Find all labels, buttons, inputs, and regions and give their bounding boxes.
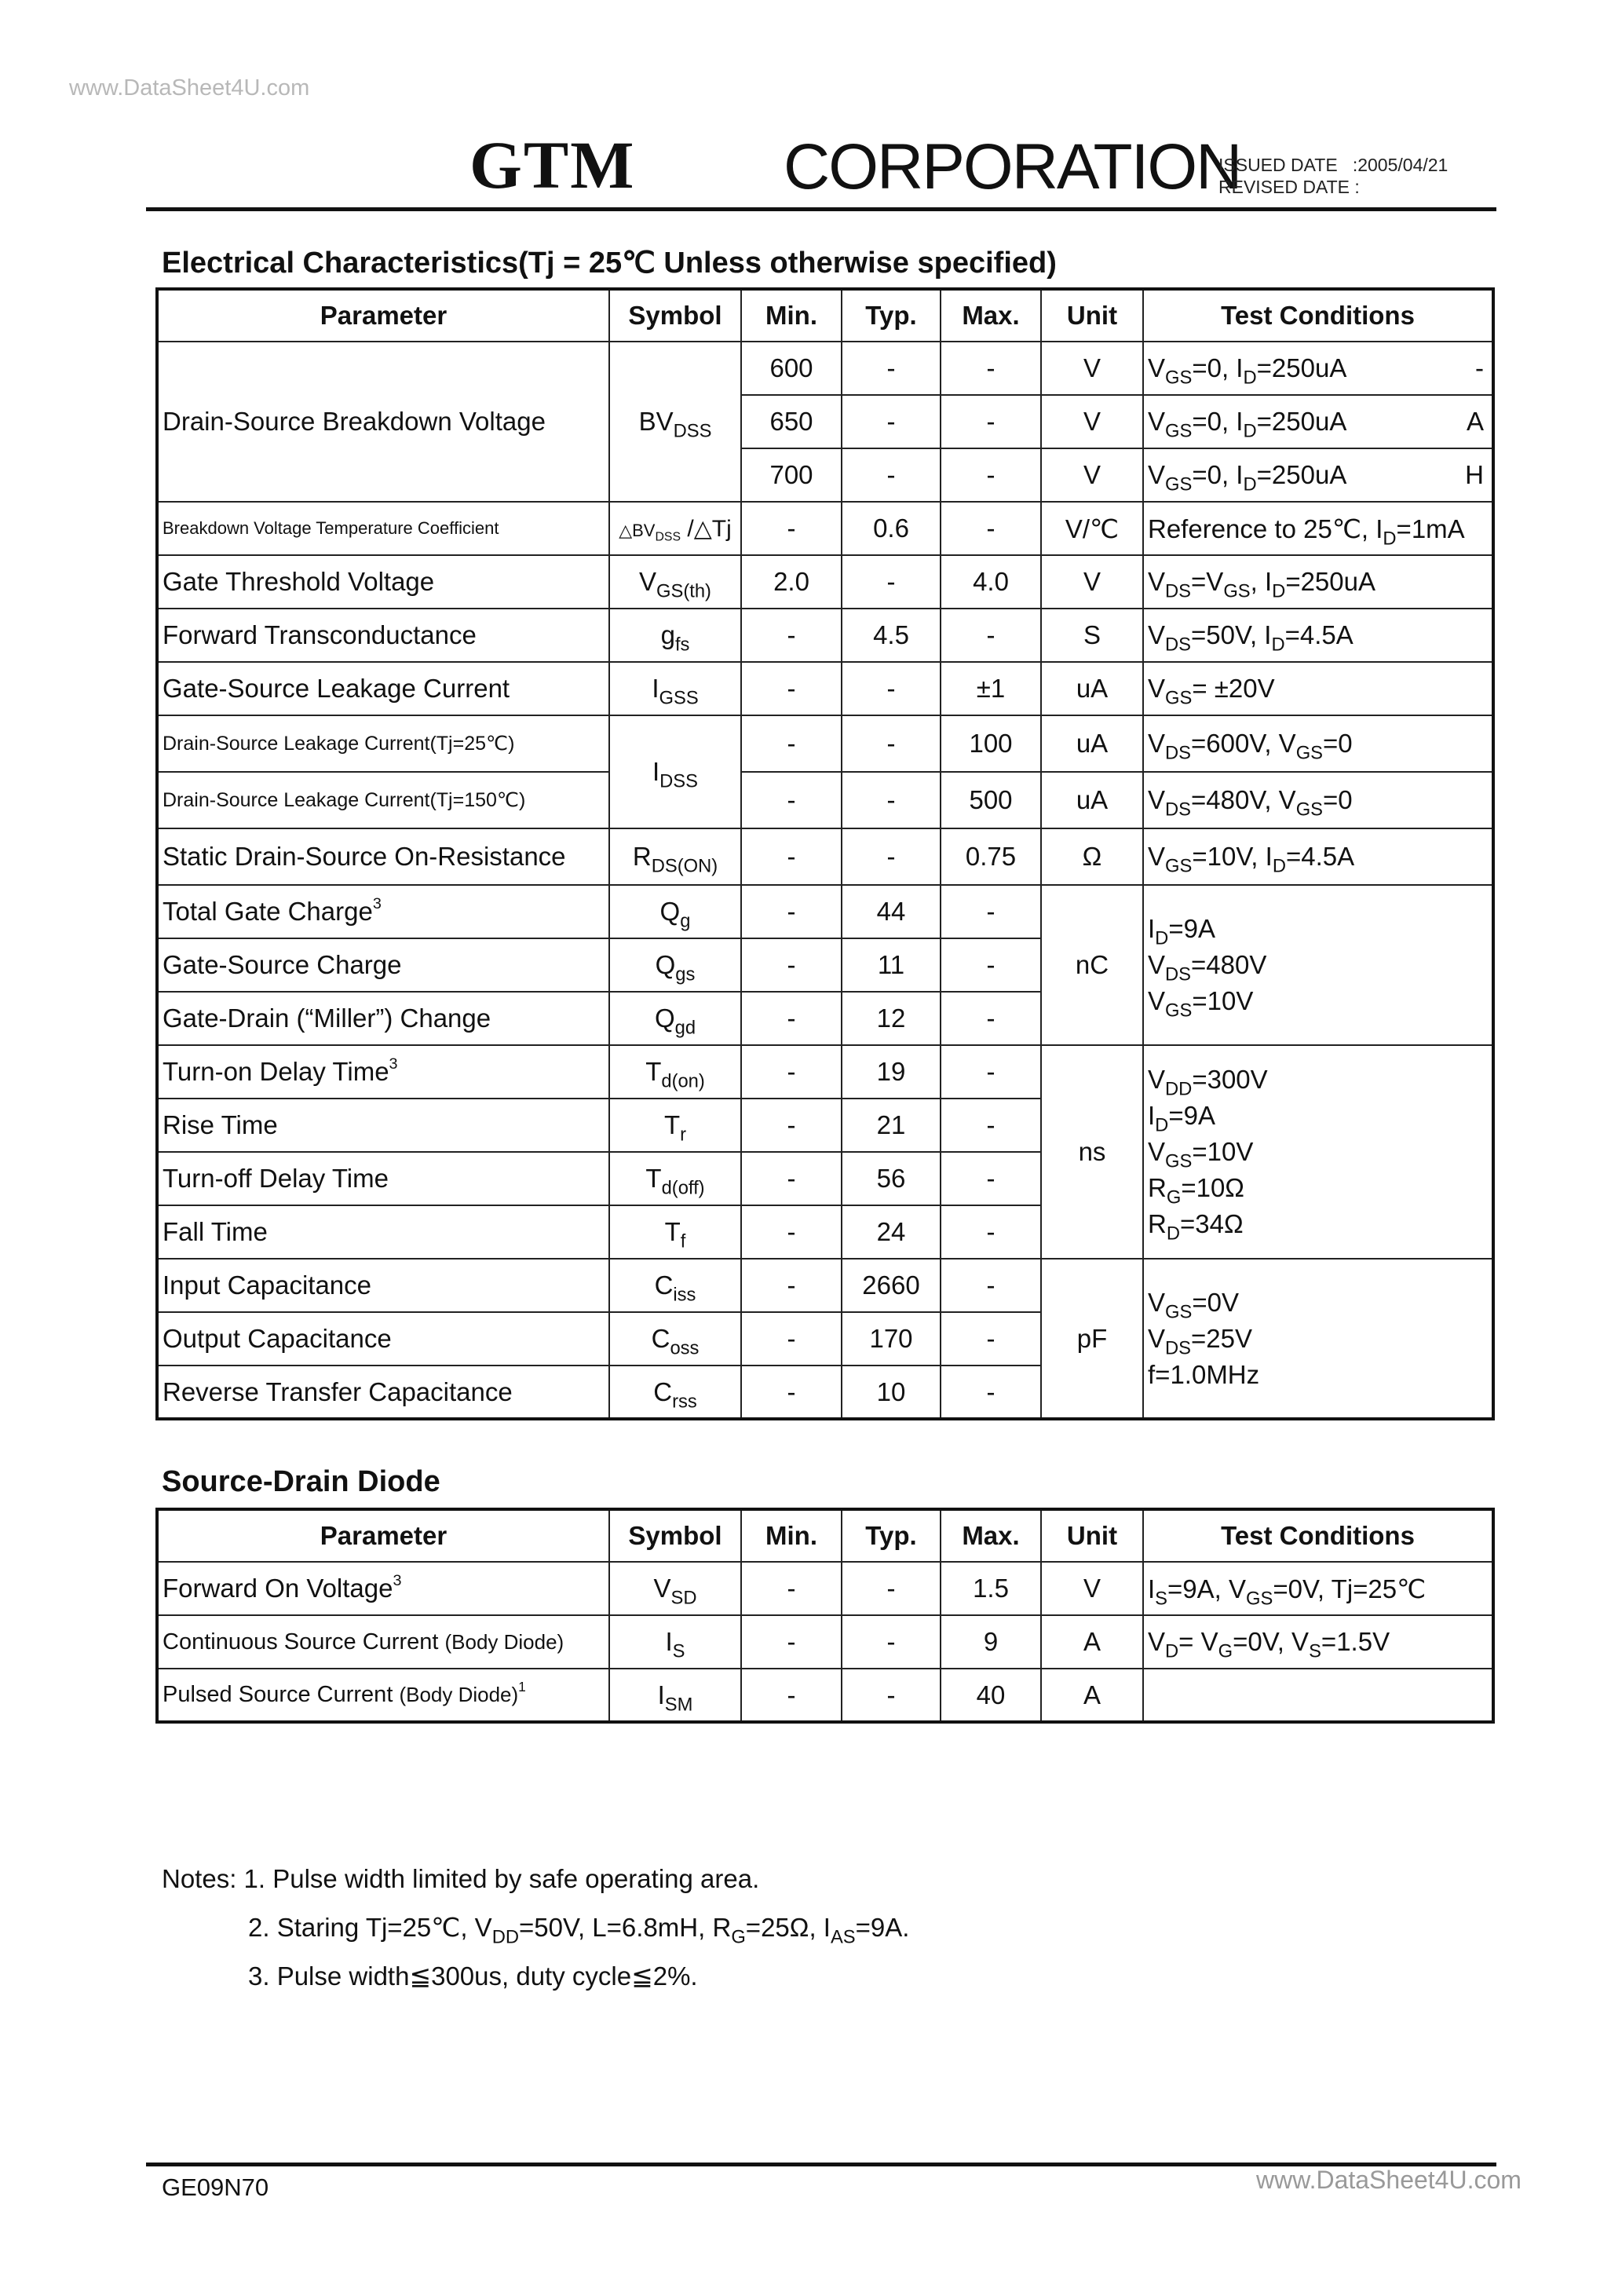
param-cell: Forward On Voltage$^3$ (157, 1562, 609, 1615)
table-row (157, 609, 1493, 662)
unit-cell: V (1041, 342, 1143, 395)
typ-cell: 21 (842, 1099, 941, 1152)
max-cell: - (941, 502, 1041, 555)
table-row (157, 1259, 1493, 1312)
symbol-cell: $C_{oss}$ (609, 1312, 741, 1366)
param-cell: Drain-Source Leakage Current(Tj=25℃) (157, 715, 609, 772)
symbol-cell: $V_{SD}$ (609, 1562, 741, 1615)
symbol-cell: $C_{rss}$ (609, 1366, 741, 1419)
note-2: 2. Staring Tj=25℃, $V_{DD}=50V$, L=6.8mH, $R_G=25\Omega$, $I_{AS}=9A$. (248, 1913, 910, 1948)
typ-cell: - (842, 715, 941, 772)
min-cell: - (741, 609, 842, 662)
header-unit: Unit (1041, 1509, 1143, 1562)
typ-cell: 0.6 (842, 502, 941, 555)
param-cell: Fall Time (157, 1205, 609, 1259)
unit-cell: uA (1041, 662, 1143, 715)
typ-cell: 19 (842, 1045, 941, 1099)
min-cell: - (741, 1205, 842, 1259)
test-condition-cell: $V_{DS}=50V$, $I_D=4.5A$ (1143, 609, 1493, 662)
test-condition-cell: $V_{DS}=V_{GS}$, $I_D=250uA$ (1143, 555, 1493, 609)
param-cell: Gate-Source Leakage Current (157, 662, 609, 715)
table-row (157, 502, 1493, 555)
unit-cell: V (1041, 1562, 1143, 1615)
table-row (157, 1562, 1493, 1615)
min-cell: - (741, 502, 842, 555)
min-cell: 600 (741, 342, 842, 395)
typ-cell: 10 (842, 1366, 941, 1419)
symbol-cell: $R_{DS(ON)}$ (609, 828, 741, 885)
electrical-table (155, 287, 1495, 1420)
header-symbol: Symbol (609, 289, 741, 342)
max-cell: - (941, 938, 1041, 992)
typ-cell: 24 (842, 1205, 941, 1259)
brand-logo: GTM (469, 127, 636, 203)
unit-cell: nC (1041, 885, 1143, 1045)
symbol-cell: $T_{d(off)}$ (609, 1152, 741, 1205)
param-cell: Reverse Transfer Capacitance (157, 1366, 609, 1419)
notes (162, 1855, 909, 2001)
table-row (157, 1045, 1493, 1099)
max-cell: - (941, 342, 1041, 395)
symbol-cell: $Q_{gd}$ (609, 992, 741, 1045)
min-cell: - (741, 715, 842, 772)
test-condition-cell: $V_{GS}=0$, $I_D=250uA$ A (1143, 395, 1493, 448)
test-condition-cell: $I_S=9A$, $V_{GS}=0V$, Tj=25℃ (1143, 1562, 1493, 1615)
typ-cell: - (842, 1669, 941, 1722)
test-condition-cell: $V_{GS}= \pm 20V$ (1143, 662, 1493, 715)
header-max: Max. (941, 1509, 1041, 1562)
test-condition-cell: $V_{DS}=600V$, $V_{GS}=0$ (1143, 715, 1493, 772)
typ-cell: 12 (842, 992, 941, 1045)
param-cell: Turn-on Delay Time$^3$ (157, 1045, 609, 1099)
symbol-cell: $V_{GS(th)}$ (609, 555, 741, 609)
symbol-cell: $BV_{DSS}$ (609, 342, 741, 502)
max-cell: - (941, 992, 1041, 1045)
table-row (157, 1669, 1493, 1722)
electrical-title: Electrical Characteristics(Tj = 25℃ Unless otherwise specified) (162, 247, 1057, 280)
table-row (157, 1615, 1493, 1669)
param-cell: Breakdown Voltage Temperature Coefficient (157, 502, 609, 555)
typ-cell: - (842, 395, 941, 448)
param-cell: Gate Threshold Voltage (157, 555, 609, 609)
table-header-row (157, 1509, 1493, 1562)
typ-cell: 4.5 (842, 609, 941, 662)
typ-cell: 44 (842, 885, 941, 938)
typ-cell: 170 (842, 1312, 941, 1366)
max-cell: - (941, 448, 1041, 502)
symbol-cell: $I_{DSS}$ (609, 715, 741, 828)
typ-cell: - (842, 772, 941, 828)
symbol-cell: $I_{GSS}$ (609, 662, 741, 715)
param-cell: Pulsed Source Current (Body Diode)$^1$ (157, 1669, 609, 1722)
header-divider (146, 207, 1496, 211)
unit-cell: uA (1041, 715, 1143, 772)
typ-cell: 56 (842, 1152, 941, 1205)
param-cell: Drain-Source Leakage Current(Tj=150℃) (157, 772, 609, 828)
max-cell: 9 (941, 1615, 1041, 1669)
max-cell: 40 (941, 1669, 1041, 1722)
table-row (157, 662, 1493, 715)
typ-cell: - (842, 342, 941, 395)
unit-cell: A (1041, 1615, 1143, 1669)
min-cell: 700 (741, 448, 842, 502)
symbol-cell: $Q_{gs}$ (609, 938, 741, 992)
unit-cell: A (1041, 1669, 1143, 1722)
note-3: 3. Pulse width≦300us, duty cycle≦2%. (248, 1961, 698, 1991)
typ-cell: - (842, 662, 941, 715)
max-cell: 100 (941, 715, 1041, 772)
test-condition-cell: $V_{DS}=480V$, $V_{GS}=0$ (1143, 772, 1493, 828)
table-row (157, 715, 1493, 772)
unit-cell: pF (1041, 1259, 1143, 1419)
max-cell: 4.0 (941, 555, 1041, 609)
test-condition-cell: $V_{GS}=0$, $I_D=250uA$ - (1143, 342, 1493, 395)
min-cell: - (741, 828, 842, 885)
symbol-cell: $C_{iss}$ (609, 1259, 741, 1312)
typ-cell: - (842, 448, 941, 502)
unit-cell: V (1041, 555, 1143, 609)
header-parameter: Parameter (157, 289, 609, 342)
param-cell: Forward Transconductance (157, 609, 609, 662)
table-header-row (157, 289, 1493, 342)
symbol-cell: $T_f$ (609, 1205, 741, 1259)
unit-cell: V (1041, 448, 1143, 502)
min-cell: - (741, 1562, 842, 1615)
table-row (157, 885, 1493, 938)
table-row (157, 342, 1493, 395)
min-cell: - (741, 1366, 842, 1419)
test-condition-cell: $I_D=9A$ $V_{DS}=480V$ $V_{GS}=10V$ (1143, 885, 1493, 1045)
unit-cell: S (1041, 609, 1143, 662)
test-condition-cell: $V_{GS}=0$, $I_D=250uA$ H (1143, 448, 1493, 502)
issued-label: ISSUED DATE (1218, 155, 1338, 175)
test-condition-cell: $V_{GS}=0V$ $V_{DS}=25V$ f=1.0MHz (1143, 1259, 1493, 1419)
corporation-title: CORPORATION (784, 131, 1241, 203)
issued-value: :2005/04/21 (1352, 155, 1448, 175)
min-cell: - (741, 1045, 842, 1099)
param-cell: Input Capacitance (157, 1259, 609, 1312)
unit-cell: uA (1041, 772, 1143, 828)
header-typ: Typ. (842, 289, 941, 342)
min-cell: - (741, 992, 842, 1045)
symbol-cell: $T_{d(on)}$ (609, 1045, 741, 1099)
test-condition-cell: Reference to 25℃, $I_D=1mA$ (1143, 502, 1493, 555)
note-1: Notes: 1. Pulse width limited by safe operating area. (162, 1864, 760, 1893)
header-test-conditions: Test Conditions (1143, 289, 1493, 342)
min-cell: - (741, 662, 842, 715)
variant-suffix: - (1475, 353, 1484, 382)
header-parameter: Parameter (157, 1509, 609, 1562)
min-cell: - (741, 1312, 842, 1366)
test-condition-cell: $V_{DD}=300V$ $I_D=9A$ $V_{GS}=10V$ $R_G=10\Omega$ $R_D=34\Omega$ (1143, 1045, 1493, 1259)
min-cell: - (741, 1099, 842, 1152)
max-cell: 0.75 (941, 828, 1041, 885)
symbol-cell: $I_{SM}$ (609, 1669, 741, 1722)
issue-info (1218, 154, 1448, 198)
header-min: Min. (741, 1509, 842, 1562)
test-condition-cell: $V_{GS}=10V$, $I_D=4.5A$ (1143, 828, 1493, 885)
max-cell: ±1 (941, 662, 1041, 715)
min-cell: - (741, 1615, 842, 1669)
max-cell: - (941, 1312, 1041, 1366)
table-row (157, 555, 1493, 609)
header-symbol: Symbol (609, 1509, 741, 1562)
header-unit: Unit (1041, 289, 1143, 342)
max-cell: 1.5 (941, 1562, 1041, 1615)
typ-cell: 11 (842, 938, 941, 992)
header-typ: Typ. (842, 1509, 941, 1562)
max-cell: - (941, 1045, 1041, 1099)
revised-label: REVISED DATE : (1218, 177, 1360, 197)
typ-cell: - (842, 1562, 941, 1615)
symbol-cell: $I_S$ (609, 1615, 741, 1669)
symbol-cell: $\triangle BV_{DSS}$ /△Tj (609, 502, 741, 555)
max-cell: - (941, 1099, 1041, 1152)
param-cell: Rise Time (157, 1099, 609, 1152)
watermark: www.DataSheet4U.com (69, 75, 310, 101)
symbol-cell: $g_{fs}$ (609, 609, 741, 662)
max-cell: - (941, 885, 1041, 938)
param-cell: Turn-off Delay Time (157, 1152, 609, 1205)
table-row (157, 828, 1493, 885)
min-cell: 650 (741, 395, 842, 448)
param-cell: Gate-Drain (“Miller”) Change (157, 992, 609, 1045)
max-cell: 500 (941, 772, 1041, 828)
variant-suffix: A (1466, 407, 1484, 436)
min-cell: - (741, 1259, 842, 1312)
param-cell: Continuous Source Current (Body Diode) (157, 1615, 609, 1669)
part-number: GE09N70 (162, 2174, 269, 2201)
min-cell: - (741, 938, 842, 992)
diode-table (155, 1508, 1495, 1724)
symbol-cell: $T_r$ (609, 1099, 741, 1152)
typ-cell: - (842, 555, 941, 609)
unit-cell: Ω (1041, 828, 1143, 885)
min-cell: - (741, 772, 842, 828)
max-cell: - (941, 609, 1041, 662)
symbol-cell: $Q_g$ (609, 885, 741, 938)
unit-cell: V (1041, 395, 1143, 448)
header-min: Min. (741, 289, 842, 342)
param-cell: Total Gate Charge$^3$ (157, 885, 609, 938)
variant-suffix: H (1465, 460, 1484, 489)
test-condition-cell: $V_D= V_G=0V$, $V_S=1.5V$ (1143, 1615, 1493, 1669)
diode-title: Source-Drain Diode (162, 1465, 440, 1498)
max-cell: - (941, 395, 1041, 448)
unit-cell: V/℃ (1041, 502, 1143, 555)
min-cell: 2.0 (741, 555, 842, 609)
param-cell: Gate-Source Charge (157, 938, 609, 992)
footer-watermark: www.DataSheet4U.com (1256, 2166, 1522, 2194)
typ-cell: - (842, 1615, 941, 1669)
typ-cell: - (842, 828, 941, 885)
header-max: Max. (941, 289, 1041, 342)
unit-cell: ns (1041, 1045, 1143, 1259)
max-cell: - (941, 1152, 1041, 1205)
max-cell: - (941, 1366, 1041, 1419)
test-condition-cell (1143, 1669, 1493, 1722)
typ-cell: 2660 (842, 1259, 941, 1312)
param-cell: Static Drain-Source On-Resistance (157, 828, 609, 885)
table-row (157, 772, 1493, 828)
param-cell: Drain-Source Breakdown Voltage (157, 342, 609, 502)
min-cell: - (741, 885, 842, 938)
max-cell: - (941, 1259, 1041, 1312)
min-cell: - (741, 1152, 842, 1205)
min-cell: - (741, 1669, 842, 1722)
header-test-conditions: Test Conditions (1143, 1509, 1493, 1562)
max-cell: - (941, 1205, 1041, 1259)
param-cell: Output Capacitance (157, 1312, 609, 1366)
